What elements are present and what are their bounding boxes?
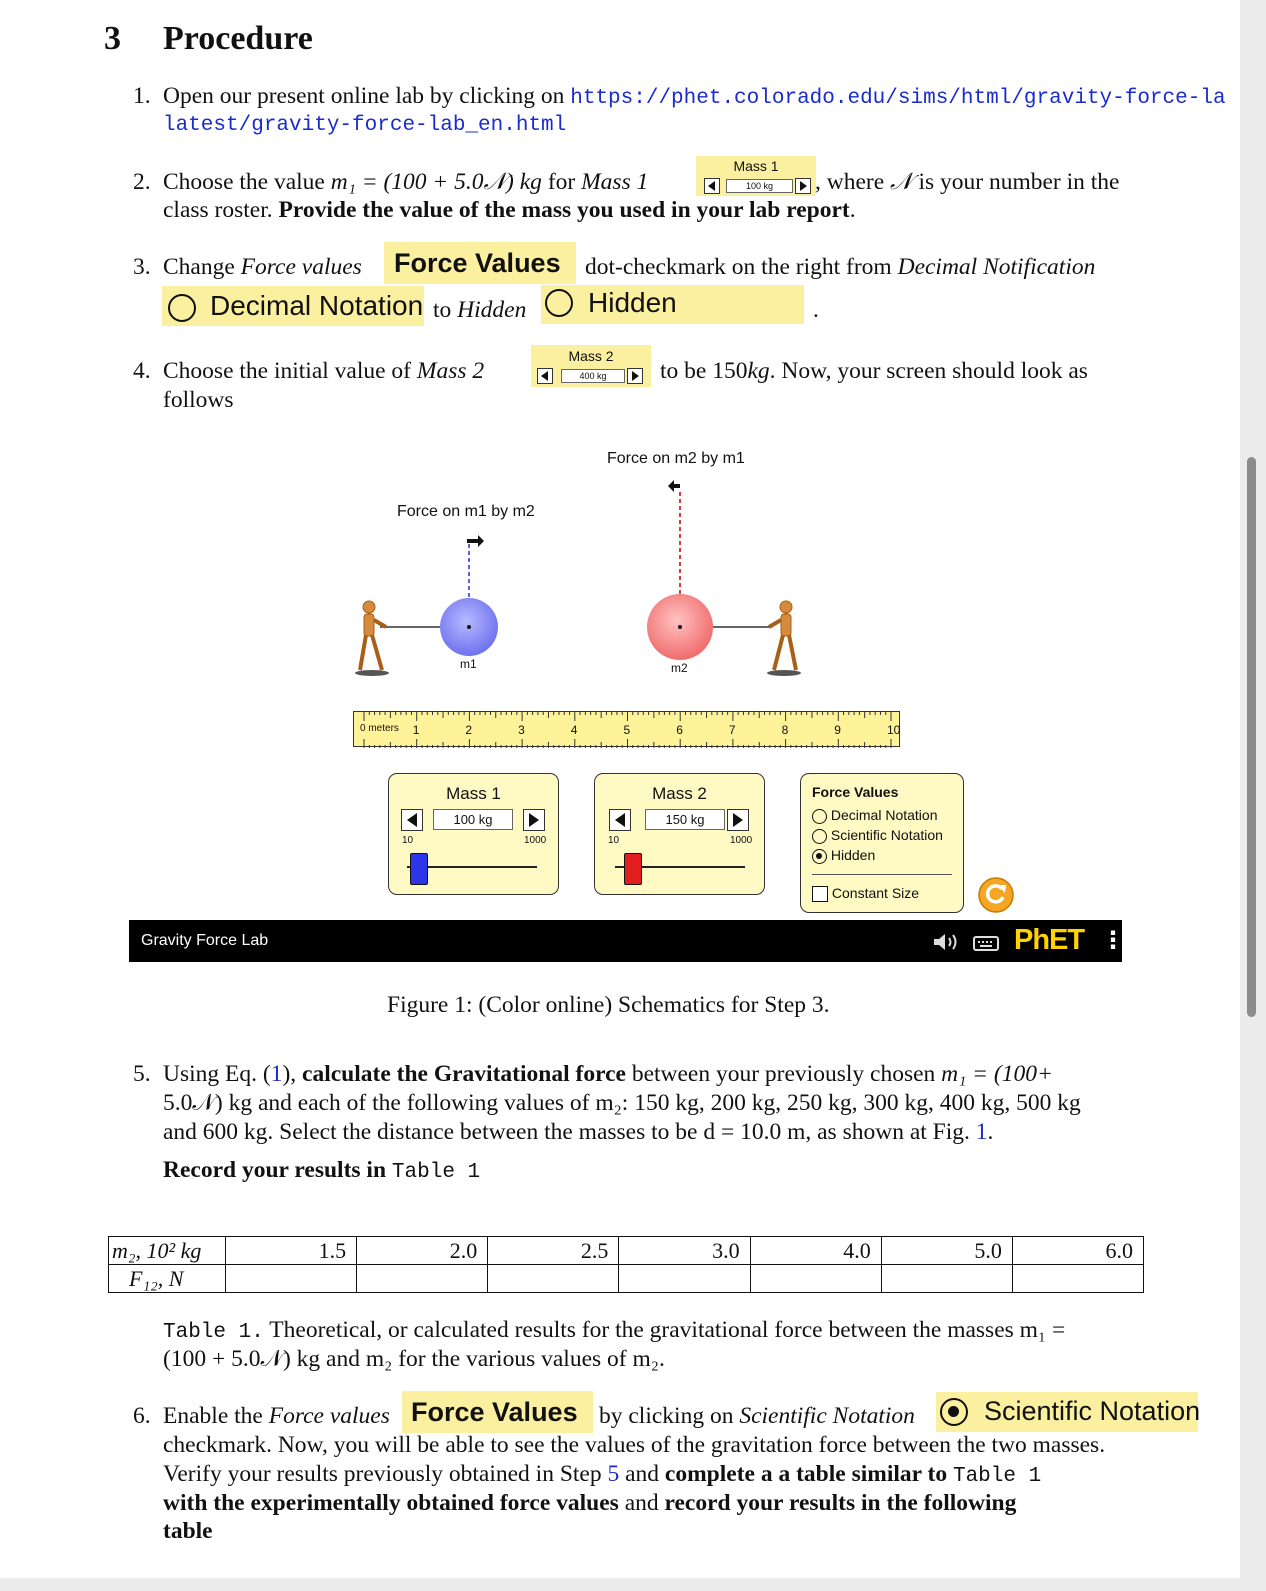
step4-tail: . Now, your screen should look as: [769, 358, 1088, 384]
force-on-m1-label: Force on m1 by m2: [397, 503, 535, 520]
ruler-label: 7: [728, 723, 736, 737]
step2-line1-left: [163, 168, 648, 197]
triangle-right-icon: [796, 179, 810, 193]
step6-line5: [163, 1517, 213, 1546]
step3-line1-left: [163, 253, 362, 282]
mass1-increment-button[interactable]: [523, 809, 545, 831]
mass1-value-field[interactable]: 100 kg: [433, 809, 513, 830]
step5-formula: m₁ = (100+: [941, 1061, 1053, 1087]
table-cell: 4.0: [750, 1237, 881, 1265]
step4-mass2-italic: Mass 2: [416, 358, 485, 384]
table-cell-empty[interactable]: [226, 1265, 357, 1293]
step5-bold: calculate the Gravitational force: [302, 1061, 626, 1087]
step3-line1-right: [585, 253, 1095, 282]
step6-force-values-italic: Force values: [268, 1403, 390, 1429]
figure-caption: Figure 1: (Color online) Schematics for Step 3.: [387, 992, 830, 1018]
step6-and: and: [625, 1461, 660, 1487]
step5-distance-text: and 600 kg. Select the distance between the masses to be d = 10.0 m, as shown at Fig.: [163, 1119, 970, 1145]
step6-scientific-italic: Scientific Notation: [739, 1403, 915, 1429]
force-arrow-left-icon: [668, 480, 680, 492]
step6-verify: Verify your results previously obtained in Step: [163, 1461, 602, 1487]
step6-table-bold: table: [163, 1518, 213, 1544]
scientific-notation-highlight: [936, 1392, 1201, 1432]
step6-force-values-label: Force Values: [411, 1397, 578, 1427]
table-cell: 2.5: [488, 1237, 619, 1265]
mass1-panel-title: Mass 1: [446, 784, 501, 803]
section-number: 3: [104, 20, 121, 57]
mass2-slider-thumb[interactable]: [624, 853, 642, 885]
step3-text: dot-checkmark on the right from: [585, 254, 892, 280]
step3-force-values-italic: Force values: [240, 254, 362, 280]
step3-period: .: [813, 297, 819, 323]
step6-force-values-highlight: [402, 1391, 593, 1433]
triangle-left-icon: [705, 179, 719, 193]
phet-logo[interactable]: PhET: [1014, 924, 1085, 956]
step6-line1-right: [599, 1402, 915, 1431]
ruler-label: 2: [465, 723, 473, 737]
mass1-slider-max: 1000: [524, 835, 547, 846]
step6-experimental-bold: with the experimentally obtained force values: [163, 1490, 619, 1516]
triangle-left-icon: [610, 810, 630, 830]
sim-title: Gravity Force Lab: [141, 932, 269, 949]
menu-kebab-icon[interactable]: ⋮: [1101, 927, 1125, 954]
step4-line1-right: [660, 357, 1088, 386]
step6-by-clicking: by clicking on: [599, 1403, 734, 1429]
mass2-mini-widget: [531, 345, 651, 387]
step4-line1-left: [163, 357, 484, 386]
mass2-value-field[interactable]: 150 kg: [645, 809, 725, 830]
step6-complete-bold: complete a a table similar to: [664, 1461, 948, 1487]
step5-period: .: [987, 1119, 994, 1145]
step6-record-bold: record your results in the following: [664, 1490, 1017, 1516]
mass2-mini-decrement[interactable]: [537, 368, 553, 384]
vertical-scrollbar-thumb[interactable]: [1247, 457, 1256, 1017]
ruler-label: 6: [676, 723, 683, 737]
step5-table-ref: Table 1: [391, 1161, 481, 1184]
step1-number: 1.: [133, 83, 151, 109]
m2-label: m2: [671, 661, 688, 675]
table-cell: 2.0: [357, 1237, 488, 1265]
m1-label: m1: [460, 657, 477, 671]
table-cell-empty[interactable]: [881, 1265, 1012, 1293]
decimal-notation-highlight: [162, 286, 424, 326]
option-hidden-label: Hidden: [830, 847, 876, 863]
step5-text: between your previously chosen: [631, 1061, 936, 1087]
step4-line2: follows: [163, 387, 234, 413]
step2-n-symbol: 𝒩: [890, 169, 913, 195]
m1-center-dot: [467, 625, 471, 629]
step2-where: , where: [815, 169, 885, 195]
hidden-highlight: [541, 285, 804, 324]
mass2-mini-value: 400 kg: [561, 369, 625, 383]
step-ref-link[interactable]: 5: [607, 1461, 620, 1487]
mass2-mini-label: Mass 2: [568, 348, 614, 364]
table-caption-line1: [163, 1316, 1065, 1347]
table-cell: 6.0: [1012, 1237, 1143, 1265]
step2-bold-instruction: Provide the value of the mass you used in your lab report: [278, 197, 850, 223]
table-cell-empty[interactable]: [1012, 1265, 1143, 1293]
table-cell: 1.5: [226, 1237, 357, 1265]
ruler-label: 4: [570, 723, 578, 737]
table-row: [109, 1265, 1144, 1293]
hidden-label: Hidden: [588, 287, 677, 318]
hidden-radio[interactable]: [545, 289, 573, 317]
table-caption-text: Theoretical, or calculated results for the gravitational force between the masses m₁ =: [269, 1317, 1066, 1343]
mass1-decrement-button[interactable]: [401, 809, 423, 831]
lab-url-link-continued[interactable]: latest/gravity-force-lab_en.html: [163, 114, 567, 137]
step3-hidden-italic: Hidden: [457, 297, 527, 323]
table-cell-empty[interactable]: [750, 1265, 881, 1293]
ruler-label: 10: [887, 723, 901, 737]
option-scientific-notation[interactable]: [812, 827, 943, 844]
table-caption-label: Table 1.: [163, 1321, 264, 1344]
step5-line3: [163, 1118, 993, 1147]
step3-to: to: [433, 297, 452, 323]
option-decimal-notation[interactable]: [812, 807, 938, 824]
triangle-left-icon: [402, 810, 422, 830]
equation-ref-link[interactable]: 1: [270, 1061, 283, 1087]
step6-table-ref: Table 1: [952, 1465, 1042, 1488]
m2-center-dot: [678, 625, 682, 629]
step6-enable: Enable the: [163, 1403, 263, 1429]
force-values-label: Force Values: [394, 248, 561, 278]
step5-line2: 5.0𝒩) kg and each of the following values of m₂: 150 kg, 200 kg, 250 kg, 300 kg, 400 kg, 500 kg: [163, 1090, 1081, 1116]
step2-line2: [163, 196, 856, 225]
sim-scene: [340, 470, 920, 700]
scientific-notation-radio[interactable]: [940, 1398, 968, 1426]
force-values-panel: [800, 773, 964, 913]
step4-unit: kg: [747, 358, 770, 384]
mass2-control-panel: [594, 773, 765, 895]
radio-scientific-notation[interactable]: [812, 829, 827, 844]
table-cell-empty[interactable]: [488, 1265, 619, 1293]
ruler-label: 9: [834, 723, 841, 737]
option-scientific-notation-label: Scientific Notation: [830, 827, 943, 843]
step6-line4: [163, 1489, 1016, 1518]
mass1-mini-increment[interactable]: [795, 178, 811, 194]
step6-and-2: and: [624, 1490, 659, 1516]
mass2-slider-max: 1000: [730, 835, 753, 846]
mass2-mini-increment[interactable]: [627, 368, 643, 384]
mass2-decrement-button[interactable]: [609, 809, 631, 831]
mass2-panel-title: Mass 2: [652, 784, 707, 803]
step6-number: 6.: [133, 1403, 151, 1429]
left-puller-figure: [355, 601, 389, 676]
decimal-notation-radio[interactable]: [168, 294, 196, 322]
step5-using-eq: Using Eq. (: [163, 1061, 271, 1087]
step2-period: .: [849, 197, 856, 223]
constant-size-checkbox-row[interactable]: [812, 885, 919, 902]
step5-line1: [163, 1060, 1053, 1089]
step3-decimal-notification: Decimal Notification: [897, 254, 1096, 280]
lab-url-link[interactable]: https://phet.colorado.edu/sims/html/gravity-force-la: [570, 87, 1226, 110]
table-cell: 5.0: [881, 1237, 1012, 1265]
mass2-increment-button[interactable]: [727, 809, 749, 831]
table-cell-empty[interactable]: [357, 1265, 488, 1293]
step3-line2: [433, 296, 526, 325]
constant-size-label: Constant Size: [831, 885, 920, 901]
step5-number: 5.: [133, 1061, 151, 1087]
table-cell: 3.0: [619, 1237, 750, 1265]
option-hidden[interactable]: [812, 847, 875, 864]
table-cell-empty[interactable]: [619, 1265, 750, 1293]
step6-line2: checkmark. Now, you will be able to see the values of the gravitation force between the two masses.: [163, 1432, 1106, 1458]
sim-footer-bar: [129, 920, 1125, 962]
ruler-label: 0 meters: [360, 723, 399, 734]
right-puller-figure: [767, 601, 801, 676]
mass1-slider-thumb[interactable]: [410, 853, 428, 885]
step1-line1: [163, 82, 1226, 113]
table-row: [109, 1237, 1144, 1265]
force-values-highlight: [384, 242, 576, 284]
step2-mass-name: Mass 1: [581, 169, 649, 195]
section-title: Procedure: [163, 20, 313, 57]
step6-line3: [163, 1460, 1041, 1491]
step4-text: Choose the initial value of: [163, 358, 412, 384]
step4-number: 4.: [133, 358, 151, 384]
step2-line1-right: [815, 168, 1119, 197]
mass1-slider-min: 10: [402, 835, 414, 846]
mass1-mini-widget: [696, 156, 816, 196]
step2-tail: is your number in the: [918, 169, 1120, 195]
step2-text: Choose the value: [163, 169, 325, 195]
mass2-slider-min: 10: [608, 835, 620, 846]
triangle-right-icon: [524, 810, 544, 830]
ruler-label: 3: [518, 723, 525, 737]
triangle-left-icon: [538, 369, 552, 383]
step1-text: Open our present online lab by clicking on: [163, 83, 565, 109]
mass1-mini-decrement[interactable]: [704, 178, 720, 194]
ruler-label: 8: [781, 723, 789, 737]
step4-value: to be 150: [660, 358, 748, 384]
step2-formula: m₁ = (100 + 5.0𝒩) kg: [330, 169, 542, 195]
step2-number: 2.: [133, 169, 151, 195]
step6-line1-left: [163, 1402, 390, 1431]
ruler[interactable]: [353, 711, 900, 747]
sound-icon[interactable]: [932, 931, 960, 953]
decimal-notation-label: Decimal Notation: [210, 290, 424, 321]
triangle-right-icon: [728, 810, 748, 830]
constant-size-checkbox[interactable]: [812, 886, 828, 902]
step3-number: 3.: [133, 254, 151, 280]
reset-icon[interactable]: [977, 876, 1015, 914]
option-decimal-notation-label: Decimal Notation: [830, 807, 938, 823]
triangle-right-icon: [628, 369, 642, 383]
row1-header: m₂, 10² kg: [109, 1237, 226, 1265]
step5-record-bold: Record your results in: [163, 1157, 387, 1183]
table-caption-line2: (100 + 5.0𝒩) kg and m₂ for the various values of m₂.: [163, 1346, 665, 1372]
step5-paren: ),: [282, 1061, 297, 1087]
radio-hidden[interactable]: [812, 849, 827, 864]
force-values-panel-title: Force Values: [812, 784, 899, 800]
radio-decimal-notation[interactable]: [812, 809, 827, 824]
mass1-mini-value: 100 kg: [726, 179, 793, 193]
keyboard-icon[interactable]: [972, 931, 1000, 953]
force-on-m2-label: Force on m2 by m1: [607, 450, 745, 467]
results-table: [108, 1236, 1144, 1293]
scientific-notation-label: Scientific Notation: [984, 1396, 1201, 1426]
figure-ref-link[interactable]: 1: [975, 1119, 988, 1145]
step5-line4: [163, 1156, 480, 1187]
mass1-control-panel: [388, 773, 559, 895]
force-panel-divider: [812, 874, 952, 875]
mass1-mini-label: Mass 1: [733, 158, 779, 174]
step3-change: Change: [163, 254, 235, 280]
step2-class-roster: class roster.: [163, 197, 273, 223]
ruler-label: 1: [412, 723, 420, 737]
ruler-label: 5: [623, 723, 631, 737]
row2-header: F₁₂, N: [109, 1265, 226, 1293]
step2-for: for: [547, 169, 576, 195]
